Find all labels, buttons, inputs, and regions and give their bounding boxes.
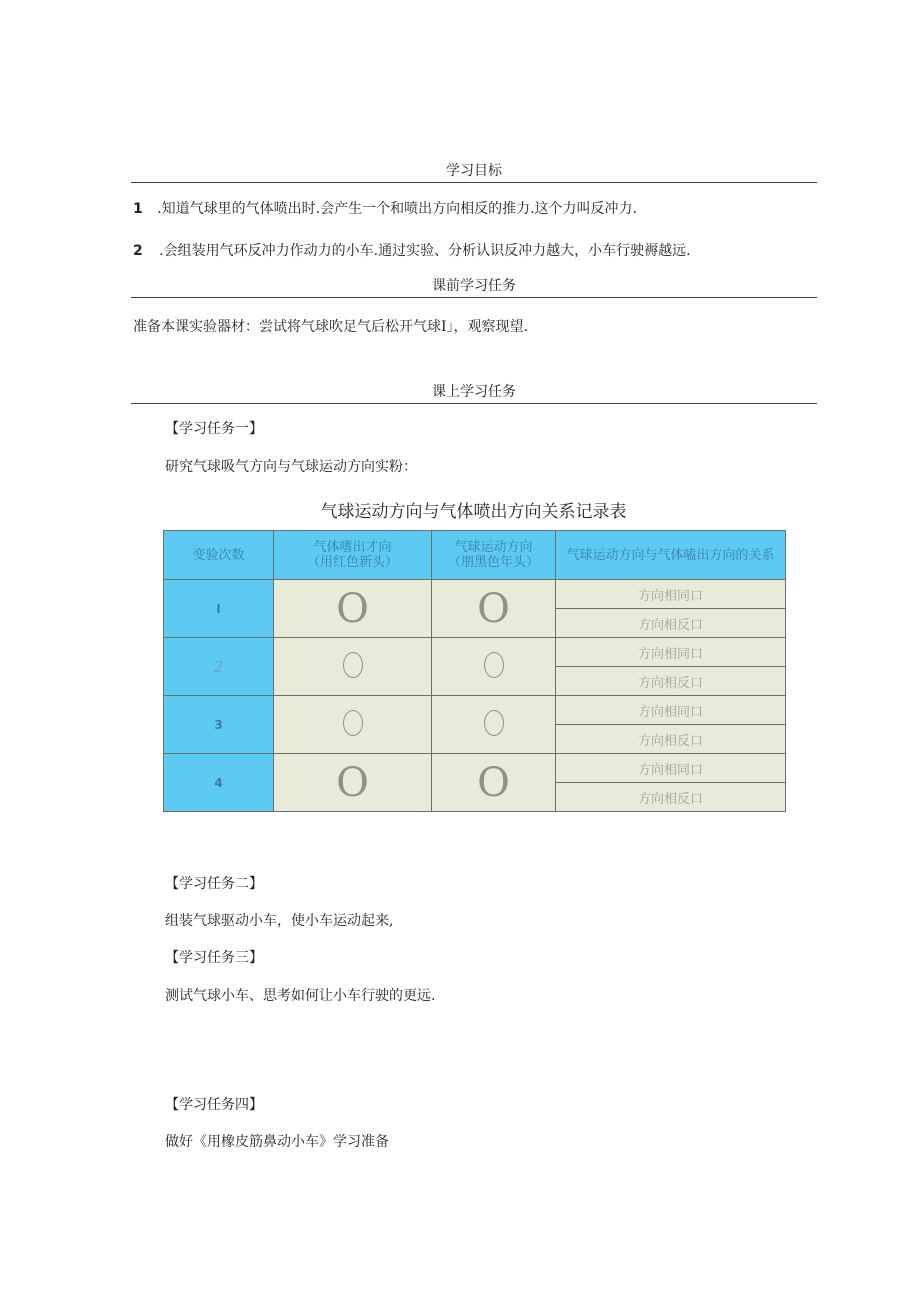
circle-mark: O	[477, 585, 510, 632]
header-balloon-direction-line2: （朋黑色年头）	[447, 555, 539, 570]
task2-label: 【学习任务二】	[165, 876, 263, 892]
circle-mark: O	[336, 585, 369, 632]
circle-mark: O	[336, 759, 369, 806]
header-balloon-direction-line1: 气球运动方向	[454, 540, 533, 555]
objective-number: 1	[133, 201, 143, 217]
gas-direction-cell[interactable]	[274, 696, 432, 754]
task2-desc: 组装气球驱动小车，使小车运动起来,	[165, 913, 394, 929]
balloon-direction-cell[interactable]	[432, 696, 556, 754]
section-title-pre-class: 课前学习任务	[131, 275, 817, 298]
objective-item-2	[133, 240, 691, 260]
objective-number: 2	[133, 243, 143, 259]
header-gas-direction-line1: 气体嗜出才向	[313, 540, 392, 555]
trial-number: 3	[164, 696, 274, 754]
header-trial-count: 变验次数	[164, 531, 274, 580]
record-table	[163, 530, 786, 812]
option-opposite-direction[interactable]: 方向相反口	[556, 609, 786, 638]
gas-direction-cell[interactable]	[274, 580, 432, 638]
balloon-direction-cell[interactable]	[432, 580, 556, 638]
balloon-direction-cell[interactable]	[432, 638, 556, 696]
option-opposite-direction[interactable]: 方向相反口	[556, 725, 786, 754]
balloon-direction-cell[interactable]	[432, 754, 556, 812]
table-row	[164, 696, 786, 725]
circle-mark: O	[477, 759, 510, 806]
table-row	[164, 638, 786, 667]
option-opposite-direction[interactable]: 方向相反口	[556, 667, 786, 696]
header-gas-direction	[274, 531, 432, 580]
circle-mark-icon	[484, 710, 504, 736]
table-row	[164, 754, 786, 783]
table-row	[164, 580, 786, 609]
section-title-objectives: 学习目标	[131, 160, 817, 183]
task3-desc: 测试气球小车、思考如何让小车行驶的更远.	[165, 988, 436, 1004]
task1-desc: 研究气球吸气方向与气球运动方向实粉：	[165, 459, 417, 475]
circle-mark-icon	[343, 710, 363, 736]
circle-mark-icon	[343, 652, 363, 678]
header-relation: 气球运动方向与气体嗑出方向的关系	[556, 531, 786, 580]
header-balloon-direction	[432, 531, 556, 580]
table-title: 气球运动方向与气体喷出方向关系记录表	[320, 502, 627, 522]
section-title-in-class: 课上学习任务	[131, 381, 817, 404]
gas-direction-cell[interactable]	[274, 754, 432, 812]
objective-text: .会组装用气环反冲力作动力的小车.通过实验、分析认识反冲力越大，小车行驶褥越远.	[159, 243, 691, 259]
option-same-direction[interactable]: 方向相同口	[556, 754, 786, 783]
table-header-row	[164, 531, 786, 580]
gas-direction-cell[interactable]	[274, 638, 432, 696]
option-same-direction[interactable]: 方向相同口	[556, 696, 786, 725]
pre-class-text: 准备本课实验器材：尝试将气球吹足气后松开气球I」，观察现望.	[133, 319, 528, 335]
circle-mark-icon	[484, 652, 504, 678]
trial-number: 2	[164, 638, 274, 696]
trial-number: 4	[164, 754, 274, 812]
option-opposite-direction[interactable]: 方向相反口	[556, 783, 786, 812]
task3-label: 【学习任务三】	[165, 950, 263, 966]
objective-text: .知道气球里的气体喷出时.会产生一个和喷出方向相反的推力.这个力叫反冲力.	[157, 201, 638, 217]
task4-desc: 做好《用橡皮筋鼻动小车》学习准备	[165, 1134, 389, 1150]
objective-item-1	[133, 198, 637, 218]
header-gas-direction-line2: （用红色新头）	[306, 555, 398, 570]
trial-number: I	[164, 580, 274, 638]
task4-label: 【学习任务四】	[165, 1097, 263, 1113]
option-same-direction[interactable]: 方向相同口	[556, 580, 786, 609]
task1-label: 【学习任务一】	[165, 421, 263, 437]
option-same-direction[interactable]: 方向相同口	[556, 638, 786, 667]
